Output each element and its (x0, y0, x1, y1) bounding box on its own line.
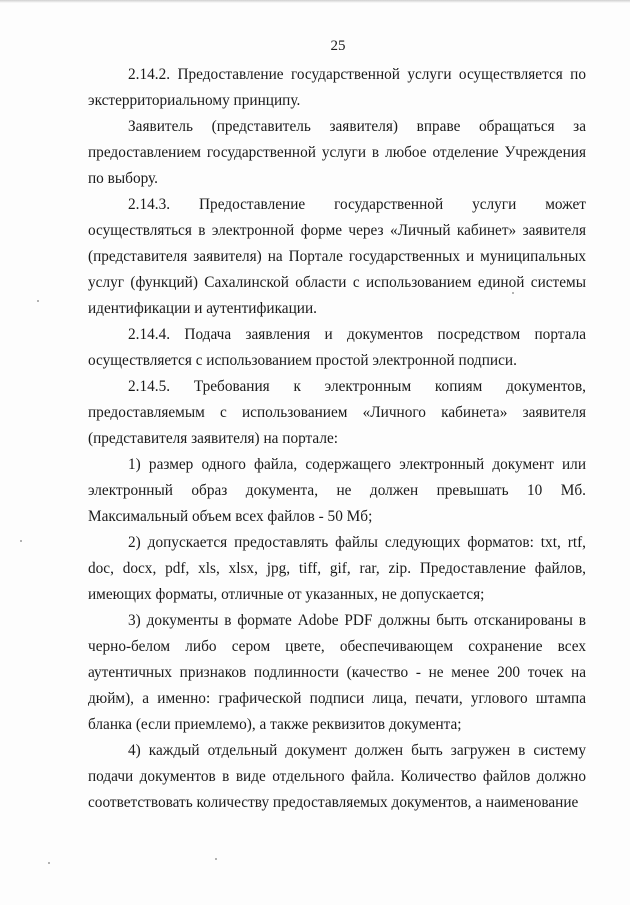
paragraph-applicant-right: Заявитель (представитель заявителя) вправе обращаться за предоставлением государственной услуги в любое отделение Учреждения по выбору. (88, 118, 586, 187)
paragraph-2-14-4: 2.14.4. Подача заявления и документов посредством портала осуществляется с использованием простой электронной подписи. (88, 326, 586, 369)
scan-speck (215, 858, 217, 860)
scan-speck (20, 540, 22, 542)
document-body (88, 62, 586, 816)
list-item-4: 4) каждый отдельный документ должен быть загружен в систему подачи документов в виде отдельного файла. Количество файлов должно соответствовать количеству предоставляемых документов, а наименование (88, 742, 586, 811)
page-number: 25 (330, 38, 346, 54)
scan-edge (0, 0, 630, 3)
scan-speck (37, 300, 39, 302)
list-item-3: 3) документы в формате Adobe PDF должны быть отсканированы в черно-белом либо сером цвете, обеспечивающем сохранение всех аутентичных признаков подлинности (качество - не менее 200 точек на дюйм), а именно: графической подписи лица, печати, углового штампа бланка (если приемлемо), а также реквизитов документа; (88, 612, 586, 733)
scan-speck (48, 862, 50, 864)
list-item-1: 1) размер одного файла, содержащего электронный документ или электронный образ документа, не должен превышать 10 Мб. Максимальный объем всех файлов - 50 Мб; (88, 456, 586, 525)
scan-speck (512, 292, 514, 294)
list-item-2: 2) допускается предоставлять файлы следующих форматов: txt, rtf, doc, docx, pdf, xls, xlsx, jpg, tiff, gif, rar, zip. Предоставление файлов, имеющих форматы, отличные от указанных, не допускается; (88, 534, 586, 603)
paragraph-2-14-3: 2.14.3. Предоставление государственной услуги может осуществляться в электронной форме через «Личный кабинет» заявителя (представителя заявителя) на Портале государственных и муниципальных услуг (функций) Сахалинской области с использованием единой системы идентификации и аутентификации. (88, 196, 586, 317)
paragraph-2-14-5: 2.14.5. Требования к электронным копиям документов, предоставляемым с использованием «Личного кабинета» заявителя (представителя заявителя) на портале: (88, 378, 586, 447)
paragraph-2-14-2: 2.14.2. Предоставление государственной услуги осуществляется по экстерриториальному принципу. (88, 66, 586, 109)
